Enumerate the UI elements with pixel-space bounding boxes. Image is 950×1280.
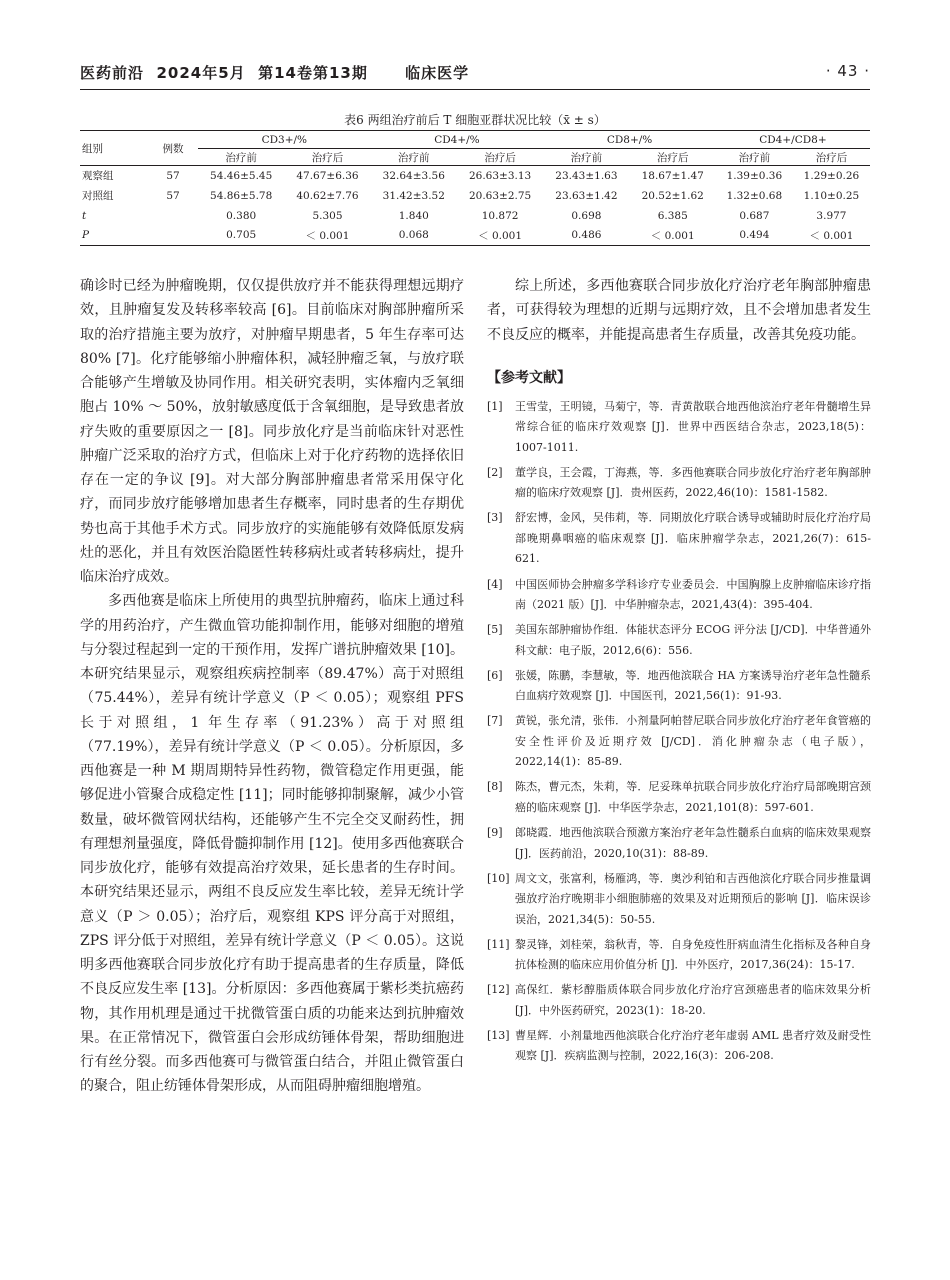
cell: 1.39±0.36 (716, 166, 793, 186)
row-label: 观察组 (80, 166, 148, 186)
cell: 26.63±3.13 (457, 166, 543, 186)
reference-item (487, 935, 871, 976)
reference-number: [5] (487, 623, 503, 637)
conclusion-paragraph: 综上所述，多西他赛联合同步放化疗治疗老年胸部肿瘤患者，可获得较为理想的近期与远期疗效，且不会增加患者发生不良反应的概率，并能提高患者生存质量，改善其免疫功能。 (487, 278, 871, 343)
sub-header-after: 治疗后 (311, 151, 344, 164)
cell: 0.698 (571, 209, 602, 222)
cell: 0.494 (716, 226, 793, 246)
cell: 47.67±6.36 (284, 166, 370, 186)
reference-number: [1] (487, 399, 503, 413)
reference-number: [6] (487, 668, 503, 682)
cell: 3.977 (816, 209, 847, 222)
row-n: 57 (166, 189, 180, 202)
reference-number: [7] (487, 714, 503, 728)
reference-item (487, 711, 871, 773)
cell: 10.872 (481, 209, 519, 222)
reference-text: 周文文，张富利，杨雁鸿，等．奥沙利铂和吉西他滨化疗联合同步推量调强放疗治疗晚期非小细胞肺癌的效果及对近期预后的影响 [J]．临床误诊误治，2021,34(5)：50-55. (515, 871, 871, 926)
sub-header-before: 治疗前 (398, 151, 430, 164)
cell: 0.068 (371, 226, 457, 246)
reference-number: [12] (487, 983, 510, 997)
col-header-cd3: CD3+/% (198, 131, 371, 149)
references-heading: 【参考文献】 (487, 369, 571, 386)
table-row (80, 206, 870, 226)
journal-info: 医药前沿 2024年5月 第14卷第13期 临床医学 (80, 64, 470, 82)
reference-item (487, 777, 871, 818)
reference-item (487, 869, 871, 931)
row-label: P (80, 226, 148, 246)
sub-header-before: 治疗前 (738, 151, 771, 164)
reference-text: 曹星辉．小剂量地西他滨联合化疗治疗老年虚弱 AML 患者疗效及耐受性观察 [J]．疾病监测与控制，2022,16(3)：206-208. (515, 1028, 871, 1063)
reference-text: 高保红．紫杉醇脂质体联合同步放化疗治疗宫颈癌患者的临床效果分析 [J]．中外医药研究，2023(1)：18-20. (515, 983, 871, 1017)
header-rule (80, 89, 870, 90)
reference-item (487, 980, 871, 1021)
row-n (148, 206, 198, 226)
reference-text: 中国医师协会肿瘤多学科诊疗专业委员会．中国胸腺上皮肿瘤临床诊疗指南（2021 版）[J]．中华肿瘤杂志，2021,43(4)：395-404. (515, 577, 871, 612)
cell: 40.62±7.76 (296, 189, 359, 202)
t-cell-table (80, 130, 870, 246)
cell: 32.64±3.56 (371, 166, 457, 186)
cell: 1.32±0.68 (726, 189, 783, 202)
sub-header-before: 治疗前 (570, 151, 603, 164)
reference-text: 董学良，王会霞，丁海燕，等．多西他赛联合同步放化疗治疗老年胸部肿瘤的临床疗效观察 [J]．贵州医药，2022,46(10)：1581-1582. (515, 465, 871, 500)
row-label: 对照组 (82, 190, 114, 202)
reference-number: [10] (487, 871, 510, 885)
cell: 20.63±2.75 (468, 189, 532, 202)
row-n (148, 226, 198, 246)
cell: 0.380 (226, 209, 257, 222)
cell: 0.486 (543, 226, 629, 246)
sub-header-before: 治疗前 (225, 151, 257, 164)
reference-text: 舒宏博，金风，吴伟莉，等．同期放化疗联合诱导或辅助时辰化疗治疗局部晚期鼻咽癌的临床观察 [J]．临床肿瘤学杂志，2021,26(7)：615-621. (515, 511, 871, 566)
cell: 23.63±1.42 (555, 189, 618, 202)
body-paragraph: 多西他赛是临床上所使用的典型抗肿瘤药，临床上通过科学的用药治疗，产生微血管功能抑制作用，能够对细胞的增殖与分裂过程起到一定的干预作用，发挥广谱抗肿瘤效果 [10]。本研究结果显示，观察组疾病控制率（89.47%）高于对照组（75.44%），差异有统计学意义（P ＜ 0.05）；观察组 PFS 长于对照组，1 年生存率（91.23%）高于对照组（77.19%），差异有统计学意义（P ＜ 0.05）。分析原因，多西他赛是一种 M 期周期特异性药物，微管稳定作用更强，能够促进小管聚合成稳定性 [11]；同时能够抑制聚解，减少小管数量，破坏微管网状结构，还能够产生不完全交叉耐药性，拥有理想剂量强度，降低骨髓抑制作用 [12]。使用多西他赛联合同步放化疗，能够有效提高治疗效果，延长患者的生存时间。本研究结果还显示，两组不良反应发生率比较，差异无统计学意义（P ＞ 0.05）；治疗后，观察组 KPS 评分高于对照组，ZPS 评分低于对照组，差异有统计学意义（P ＜ 0.05）。这说明多西他赛联合同步放化疗有助于提高患者的生存质量，降低不良反应发生率 [13]。分析原因：多西他赛属于紫杉类抗癌药物，其作用机理是通过干扰微管蛋白质的功能来达到抗肿瘤效果。在正常情况下，微管蛋白会形成纺锤体骨架，帮助细胞进行有丝分裂。而多西他赛可与微管蛋白结合，并阻止微管蛋白的聚合，阻止纺锤体骨架形成，从而阻碍肿瘤细胞增殖。 (80, 593, 464, 1095)
reference-text: 美国东部肿瘤协作组．体能状态评分 ECOG 评分法 [J/CD]．中华普通外科文献：电子版，2012,6(6)：556. (515, 623, 871, 657)
cell: 1.29±0.26 (793, 166, 870, 186)
left-column (80, 274, 464, 1099)
reference-text: 张媛，陈鹏，李慧敏，等．地西他滨联合 HA 方案诱导治疗老年急性髓系白血病疗效观察 [J]．中国医刊，2021,56(1)：91-93. (515, 668, 871, 703)
reference-item (487, 575, 871, 616)
reference-list (487, 397, 871, 1067)
table-row (80, 226, 870, 246)
cell: 23.43±1.63 (543, 166, 629, 186)
cell: 5.305 (312, 209, 343, 222)
sub-header-after: 治疗后 (815, 151, 848, 164)
reference-text: 陈杰，曹元杰，朱莉，等．尼妥珠单抗联合同步放化疗治疗局部晚期宫颈癌的临床观察 [J]．中华医学杂志，2021,101(8)：597-601. (515, 780, 871, 814)
row-label: t (82, 209, 87, 222)
col-header-group: 组别 (80, 131, 148, 166)
page-number: · 43 · (825, 62, 870, 80)
cell: 6.385 (657, 209, 688, 222)
cell: ＜ 0.001 (457, 226, 543, 246)
cell: 31.42±3.52 (382, 189, 445, 202)
reference-number: [11] (487, 937, 510, 951)
reference-text: 郎晓霞．地西他滨联合预激方案治疗老年急性髓系白血病的临床效果观察 [J]．医药前沿，2020,10(31)：88-89. (515, 826, 871, 860)
reference-text: 黄锐，张允清，张伟．小剂量阿帕替尼联合同步放化疗治疗老年食管癌的安全性评价及近期疗效 [J/CD]．消化肿瘤杂志（电子版），2022,14(1)：85-89. (515, 714, 871, 769)
running-header (80, 62, 870, 84)
col-header-cd4: CD4+/% (371, 131, 544, 149)
col-header-ratio: CD4+/CD8+ (716, 131, 870, 149)
reference-item (487, 508, 871, 570)
cell: ＜ 0.001 (630, 226, 716, 246)
reference-number: [13] (487, 1028, 510, 1042)
reference-number: [9] (487, 826, 503, 839)
col-header-cd8: CD8+/% (543, 131, 716, 149)
reference-item (487, 620, 871, 661)
reference-item (487, 463, 871, 504)
reference-number: [4] (487, 577, 503, 591)
reference-item (487, 666, 871, 707)
col-header-n: 例数 (148, 131, 198, 166)
cell: 0.705 (198, 226, 284, 246)
cell: 54.86±5.78 (210, 189, 273, 202)
body-paragraph: 确诊时已经为肿瘤晚期，仅仅提供放疗并不能获得理想远期疗效，且肿瘤复发及转移率较高 [6]。目前临床对胸部肿瘤所采取的治疗措施主要为放疗，对肿瘤早期患者，5 年生存率可达 80% [7]。化疗能够缩小肿瘤体积，减轻肿瘤乏氧，与放疗联合能够产生增敏及协同作用。相关研究表明，实体瘤内乏氧细胞占 10% ～ 50%，放射敏感度低于含氧细胞，是导致患者放疗失败的重要原因之一 [8]。同步放化疗是当前临床针对恶性肿瘤广泛采取的治疗方式，但临床上对于化疗药物的选择依旧存在一定的争议 [9]。对大部分胸部肿瘤患者常采用保守化疗，而同步放疗能够增加患者生存概率，同时患者的生存期优势也高于其他手术方式。同步放疗的实施能够有效降低原发病灶的恶化，并且有效医治隐匿性转移病灶或者转移病灶，提升临床治疗成效。 (80, 278, 464, 585)
cell: 0.687 (739, 209, 770, 222)
reference-item (487, 823, 871, 864)
sub-header-after: 治疗后 (484, 151, 516, 164)
cell: ＜ 0.001 (284, 226, 370, 246)
cell: 1.10±0.25 (803, 189, 860, 202)
reference-number: [3] (487, 511, 503, 525)
sub-header-after: 治疗后 (656, 151, 689, 164)
right-column (487, 274, 871, 1071)
row-n: 57 (148, 166, 198, 186)
reference-item (487, 1026, 871, 1067)
reference-number: [2] (487, 465, 503, 479)
cell: 54.46±5.45 (198, 166, 284, 186)
reference-item (487, 397, 871, 459)
cell: 1.840 (398, 209, 429, 222)
reference-number: [8] (487, 780, 503, 794)
table-caption: 表6 两组治疗前后 T 细胞亚群状况比较（x̄ ± s） (344, 113, 606, 127)
cell: ＜ 0.001 (793, 226, 870, 246)
reference-text: 黎灵锋，刘桂荣，翁秋青，等．自身免疫性肝病血清生化指标及各种自身抗体检测的临床应用价值分析 [J]．中外医疗，2017,36(24)：15-17. (515, 937, 871, 972)
cell: 20.52±1.62 (641, 189, 704, 202)
table-row (80, 166, 870, 186)
reference-text: 王雪莹，王明镜，马菊宁，等．青黄散联合地西他滨治疗老年骨髓增生异常综合征的临床疗效观察 [J]．世界中西医结合杂志，2023,18(5)：1007-1011. (515, 399, 871, 454)
cell: 18.67±1.47 (630, 166, 716, 186)
table-row (80, 186, 870, 206)
